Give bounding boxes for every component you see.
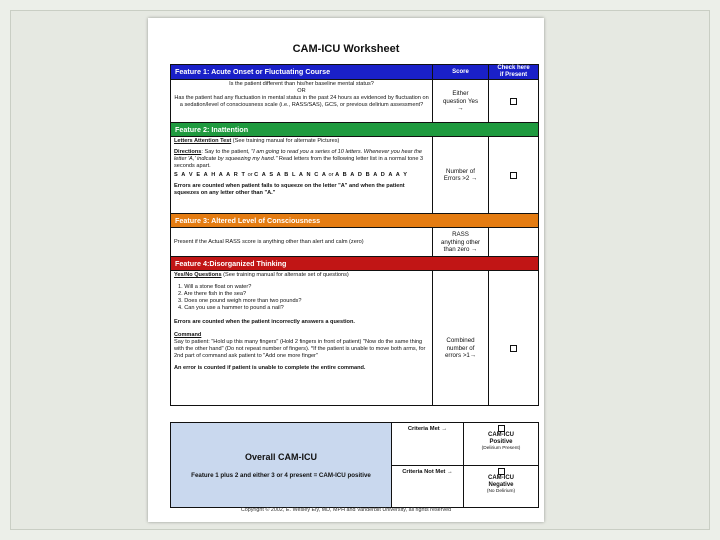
letters-list-2: C A S A B L A N C A bbox=[254, 172, 327, 179]
check-header bbox=[489, 65, 538, 79]
check-header-line1: Check here bbox=[497, 65, 530, 71]
feature3-score bbox=[433, 228, 489, 256]
directions-text2: Read letters from the following letter list in a normal tone 3 seconds apart. bbox=[174, 156, 424, 170]
worksheet-title: CAM-ICU Worksheet bbox=[292, 43, 400, 55]
checkbox-icon bbox=[510, 345, 517, 352]
checkbox-icon bbox=[510, 98, 517, 105]
feature2-score-l2: Errors >2 → bbox=[443, 175, 478, 183]
checkbox-icon bbox=[498, 468, 505, 475]
criteria-met-label: Criteria Met → bbox=[392, 423, 464, 465]
feature4-score bbox=[433, 271, 489, 405]
overall-formula: Feature 1 plus 2 and either 3 or 4 present = CAM-ICU positive bbox=[191, 471, 371, 479]
met-result-line3: (Delirium Present) bbox=[481, 446, 521, 452]
feature4-content bbox=[171, 271, 433, 405]
yesno-note: (See training manual for alternate set of questions) bbox=[223, 272, 349, 279]
question-3: 3. Does one pound weigh more than two pounds? bbox=[178, 298, 302, 305]
met-result-line2: Positive bbox=[489, 439, 513, 446]
feature2-header: Feature 2: Inattention bbox=[171, 123, 538, 136]
feature3-score-l3: than zero → bbox=[443, 246, 478, 254]
command-title: Command bbox=[174, 332, 202, 339]
overall-title: Overall CAM-ICU bbox=[244, 451, 317, 462]
feature4-body bbox=[171, 271, 538, 405]
question-4: 4. Can you use a hammer to pound a nail? bbox=[178, 305, 284, 312]
feature4-score-l2: number of bbox=[446, 344, 475, 352]
feature1-header: Feature 1: Acute Onset or Fluctuating Course bbox=[171, 65, 433, 79]
overall-summary bbox=[171, 423, 392, 507]
feature1-q1: Is the patient different than his/her baseline mental status? bbox=[229, 81, 374, 88]
feature2-checkbox[interactable] bbox=[489, 137, 538, 213]
worksheet-table bbox=[170, 64, 539, 406]
feature4-header-row bbox=[171, 257, 538, 271]
feature2-score-l1: Number of bbox=[446, 167, 475, 175]
notmet-result-line2: Negative bbox=[488, 481, 514, 488]
check-header-line2: if Present bbox=[499, 72, 528, 79]
command-error: An error is counted if patient is unable to complete the entire command. bbox=[174, 365, 366, 372]
feature1-score-l3: → bbox=[457, 105, 464, 113]
directions-text1: : Say to the patient, bbox=[201, 149, 252, 156]
notmet-result-line3: (No Delirium) bbox=[486, 488, 516, 494]
checkbox-icon bbox=[498, 425, 505, 432]
question-1: 1. Will a stone float on water? bbox=[178, 284, 252, 291]
feature4-header: Feature 4:Disorganized Thinking bbox=[171, 257, 538, 270]
criteria-not-met-label: Criteria Not Met → bbox=[392, 466, 464, 508]
feature1-q2: Has the patient had any fluctuation in mental status in the past 24 hours as evidenced by fluctuation on a sedation/level of consciousness scale (i.e., RASS/SAS), GCS, or previous delirium assessment? bbox=[174, 95, 429, 109]
feature2-header-row bbox=[171, 123, 538, 137]
criteria-met-row bbox=[392, 423, 538, 466]
feature2-content bbox=[171, 137, 433, 213]
feature3-checkbox[interactable] bbox=[489, 228, 538, 256]
command-text: Say to patient: "Hold up this many fingers" (Hold 2 fingers in front of patient) "Now do the same thing with the other hand" (Do not repeat number of fingers). *If the patient is unable to move both arms, for 2nd part of command ask patient to "Add one more finger" bbox=[174, 339, 426, 360]
worksheet-page bbox=[148, 18, 544, 522]
lat-note: (See training manual for alternate Pictures) bbox=[232, 138, 340, 145]
feature2-score bbox=[433, 137, 489, 213]
feature4-errors: Errors are counted when the patient incorrectly answers a question. bbox=[174, 319, 355, 326]
feature3-body bbox=[171, 228, 538, 257]
question-2: 2. Are there fish in the sea? bbox=[178, 291, 247, 298]
feature1-score-l2: question Yes bbox=[442, 97, 479, 105]
lat-title: Letters Attention Test bbox=[174, 138, 232, 145]
feature2-body bbox=[171, 137, 538, 214]
overall-section bbox=[170, 422, 539, 508]
checkbox-icon bbox=[510, 172, 517, 179]
feature2-errors: Errors are counted when patient fails to squeeze on the letter "A" and when the patient squeezes on any letter other than "A." bbox=[174, 183, 405, 197]
feature3-header: Feature 3: Altered Level of Consciousness bbox=[171, 214, 538, 227]
letters-or-2: or bbox=[326, 172, 336, 179]
letters-list-1: S A V E A H A A R T bbox=[174, 172, 247, 179]
directions-quote: "I am going to read you a series of 10 letters. Whenever you hear the letter 'A,' indicate by squeezing my hand." bbox=[174, 149, 422, 163]
notmet-result-line1: CAM-ICU bbox=[488, 474, 514, 481]
met-result-line1: CAM-ICU bbox=[488, 432, 514, 438]
criteria-not-met-row bbox=[392, 466, 538, 508]
letters-list-3: A B A D B A D A A Y bbox=[335, 172, 409, 179]
feature1-or: OR bbox=[297, 88, 306, 95]
criteria-not-met-result[interactable] bbox=[464, 466, 538, 508]
feature1-header-row bbox=[171, 65, 538, 80]
feature4-score-l1: Combined bbox=[446, 337, 475, 345]
feature1-score-l1: Either bbox=[452, 90, 469, 98]
feature3-score-l2: anything other bbox=[440, 238, 481, 246]
feature4-checkbox[interactable] bbox=[489, 271, 538, 405]
feature4-score-l3: errors >1→ bbox=[444, 352, 477, 360]
feature1-checkbox[interactable] bbox=[489, 80, 538, 122]
yesno-title: Yes/No Questions bbox=[174, 272, 222, 279]
feature3-header-row bbox=[171, 214, 538, 228]
criteria-met-result[interactable] bbox=[464, 423, 538, 465]
feature1-score bbox=[433, 80, 489, 122]
feature3-content bbox=[171, 228, 433, 256]
feature3-score-l1: RASS bbox=[452, 231, 469, 239]
overall-results bbox=[392, 423, 538, 507]
feature3-text: Present if the Actual RASS score is anything other than alert and calm (zero) bbox=[174, 238, 364, 245]
letters-or-1: or bbox=[246, 172, 255, 179]
feature1-body bbox=[171, 80, 538, 123]
copyright: Copyright © 2002, E. Wesley Ely, MD, MPH and Vanderbilt University, all rights reserved bbox=[240, 507, 452, 513]
directions-label: Directions bbox=[174, 149, 202, 156]
feature1-question bbox=[171, 80, 433, 122]
score-header: Score bbox=[433, 65, 489, 79]
